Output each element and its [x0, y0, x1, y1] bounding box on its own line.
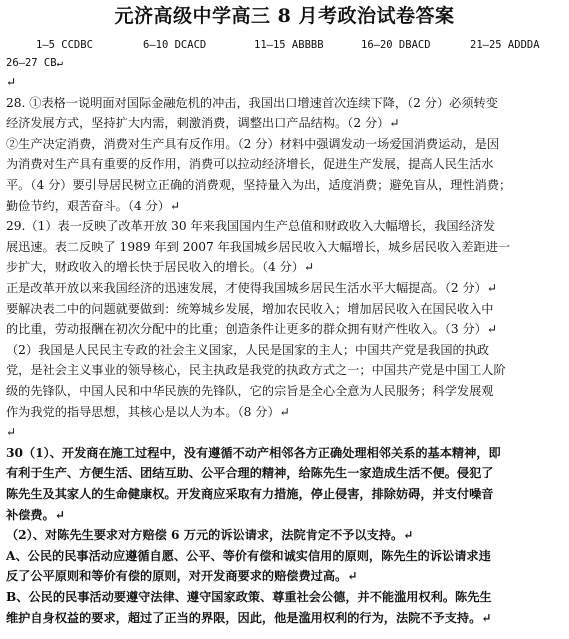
text-line: ②生产决定消费，消费对生产具有反作用。（2 分）材料中强调发动一场爱国消费运动，是因: [6, 136, 500, 151]
text-line: 28. ①表格一说明面对国际金融危机的冲击，我国出口增速首次连续下降，（2 分）必须转变: [6, 95, 498, 110]
answer-key-group-4: 16—20 DBACD: [361, 39, 431, 51]
answer-key-group-6: 26—27 CB↵: [6, 57, 63, 69]
text-line: 经济发展方式，坚持扩大内需，刺激消费，调整出口产品结构。（2 分）↵: [6, 116, 400, 131]
text-line: （2）我国是人民民主专政的社会主义国家，人民是国家的主人；中国共产党是我国的执政: [6, 342, 490, 357]
answer-key-group-5: 21—25 ADDDA: [470, 39, 540, 51]
text-line: 30（1）、开发商在施工过程中，没有遵循不动产相邻各方正确处理相邻关系的基本精神，即: [6, 445, 501, 460]
text-line: 勤俭节约，艰苦奋斗。（4 分）↵: [6, 198, 181, 213]
text-line: 平。（4 分）要引导居民树立正确的消费观，坚持量入为出，适度消费；避免盲从，理性消费；: [6, 178, 512, 192]
text-line: 要解决表二中的问题就要做到：统筹城乡发展，增加农民收入；增加居民收入在国民收入中: [6, 301, 494, 316]
document-title: 元济高级中学高三 8 月考政治试卷答案: [114, 5, 455, 27]
text-line: ↵: [6, 75, 17, 89]
answer-key-group-2: 6—10 DCACD: [143, 39, 207, 51]
text-line: 正是改革开放以来我国经济的迅速发展，才使得我国城乡居民生活水平大幅提高。（2 分）↵: [6, 281, 498, 295]
text-line: （2）、对陈先生要求对方赔偿 6 万元的诉讼请求，法院肯定不予以支持。↵: [6, 528, 414, 543]
text-line: 步扩大，财政收入的增长快于居民收入的增长。（4 分）↵: [6, 260, 315, 275]
text-line: 反了公平原则和等价有偿的原则，对开发商要求的赔偿费过高。↵: [6, 569, 358, 584]
text-line: A、公民的民事活动应遵循自愿、公平、等价有偿和诚实信用的原则，陈先生的诉讼请求违: [6, 548, 491, 563]
text-line: 补偿费。↵: [6, 507, 65, 522]
text-line: 展迅速。表二反映了 1989 年到 2007 年我国城乡居民收入大幅增长，城乡居民收入差距进一: [6, 239, 511, 254]
text-line: ↵: [6, 425, 17, 440]
text-line: 的比重，劳动报酬在初次分配中的比重；创造条件让更多的群众拥有财产性收入。（3 分）↵: [6, 322, 498, 337]
text-line: 维护自身权益的要求，超过了正当的界限，因此，他是滥用权利的行为，法院不予支持。↵: [6, 610, 492, 625]
text-line: 有利于生产、方便生活、团结互助、公平合理的精神，给陈先生一家造成生活不便。侵犯了: [6, 466, 494, 481]
text-line: 为消费对生产具有重要的反作用，消费可以拉动经济增长，促进生产发展，提高人民生活水: [6, 157, 494, 172]
text-line: 级的先锋队，中国人民和中华民族的先锋队，它的宗旨是全心全意为人民服务；科学发展观: [6, 384, 494, 398]
answer-key-group-3: 11—15 ABBBB: [254, 39, 324, 51]
text-line: B、公民的民事活动要遵守法律、遵守国家政策、尊重社会公德，并不能滥用权利。陈先生: [6, 590, 492, 604]
text-line: 陈先生及其家人的生命健康权。开发商应采取有力措施，停止侵害，排除妨碍，并支付噪音: [6, 487, 494, 501]
text-line: 作为我党的指导思想，其核心是以人为本。（8 分）↵: [6, 404, 290, 419]
text-line: 党，是社会主义事业的领导核心，民主执政是我党的执政方式之一；中国共产党是中国工人阶: [6, 363, 506, 378]
answer-key-group-1: 1—5 CCDBC: [36, 39, 93, 51]
text-line: 29.（1）表一反映了改革开放 30 年来我国国内生产总值和财政收入大幅增长，我国经济发: [6, 219, 496, 234]
